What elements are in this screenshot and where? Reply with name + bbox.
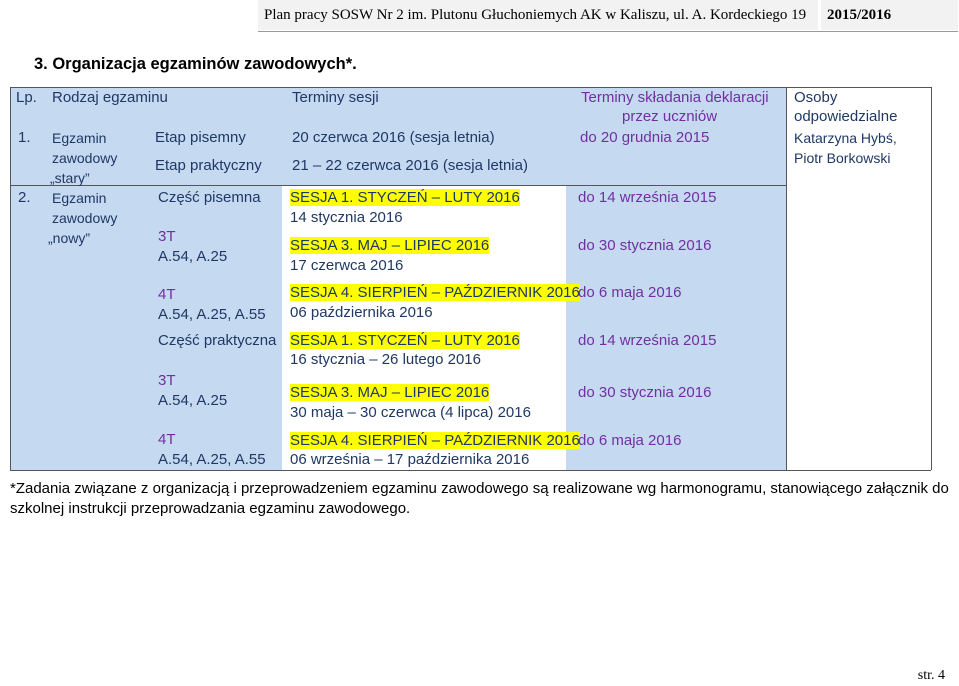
practical-s1-declaration: do 14 września 2015 (578, 332, 717, 349)
table-border-bottom (10, 470, 931, 471)
row2-name-3: „nowy” (48, 230, 91, 246)
practical-g1-code: 3T (158, 372, 176, 389)
written-s2-date: 17 czerwca 2016 (290, 257, 404, 274)
written-s3-date: 06 października 2016 (290, 304, 433, 321)
written-g2-quals: A.54, A.25, A.55 (158, 306, 266, 323)
row1-lp: 1. (18, 129, 31, 146)
header-text: Plan pracy SOSW Nr 2 im. Plutonu Głuchoniemych AK w Kaliszu, ul. A. Kordeckiego 19 (258, 0, 818, 30)
practical-s2-declaration: do 30 stycznia 2016 (578, 384, 712, 401)
table-border-right (931, 87, 932, 470)
persons-1: Katarzyna Hybś, (794, 130, 897, 146)
col-divider (786, 87, 787, 470)
footnote: *Zadania związane z organizacją i przeprowadzeniem egzaminu zawodowego są realizowane wg harmonogramu, stanowiącego załącznik do szkolnej instrukcji przeprowadzania egzaminu zawodowego. (10, 480, 949, 517)
written-s1-label: SESJA 1. STYCZEŃ – LUTY 2016 (290, 189, 520, 206)
page-header (258, 0, 958, 30)
practical-s3-date: 06 września – 17 października 2016 (290, 451, 530, 468)
header-lp: Lp. (16, 89, 37, 106)
row2-name-2: zawodowy (52, 210, 118, 226)
written-s2-label: SESJA 3. MAJ – LIPIEC 2016 (290, 237, 490, 254)
practical-s1-label: SESJA 1. STYCZEŃ – LUTY 2016 (290, 332, 520, 349)
written-g1-quals: A.54, A.25 (158, 248, 228, 265)
row-divider (10, 185, 786, 186)
header-type: Rodzaj egzaminu (52, 89, 168, 106)
row1-practical-stage: Etap praktyczny (155, 157, 262, 174)
row1-name-3: „stary” (50, 170, 90, 186)
row2-decl-bg (566, 185, 786, 470)
header-declarations-2: przez uczniów (622, 108, 718, 125)
written-s1-date: 14 stycznia 2016 (290, 209, 403, 226)
written-g2-code: 4T (158, 286, 176, 303)
practical-g2-quals: A.54, A.25, A.55 (158, 451, 266, 468)
written-part-label: Część pisemna (158, 189, 261, 206)
header-persons-1: Osoby (794, 89, 838, 106)
row1-practical-date: 21 – 22 czerwca 2016 (sesja letnia) (292, 157, 528, 174)
practical-g1-quals: A.54, A.25 (158, 392, 228, 409)
page-number: str. 4 (917, 668, 945, 683)
section-title: 3. Organizacja egzaminów zawodowych*. (34, 55, 357, 73)
header-year: 2015/2016 (818, 0, 958, 30)
header-persons-2: odpowiedzialne (794, 108, 898, 125)
practical-s3-declaration: do 6 maja 2016 (578, 432, 682, 449)
practical-s2-date: 30 maja – 30 czerwca (4 lipca) 2016 (290, 404, 531, 421)
practical-s2-label: SESJA 3. MAJ – LIPIEC 2016 (290, 384, 490, 401)
written-g1-code: 3T (158, 228, 176, 245)
header-declarations-1: Terminy składania deklaracji (581, 89, 769, 106)
persons-2: Piotr Borkowski (794, 150, 891, 166)
row2-lp: 2. (18, 189, 31, 206)
row1-written-stage: Etap pisemny (155, 129, 246, 146)
written-s1-declaration: do 14 września 2015 (578, 189, 717, 206)
practical-s1-date: 16 stycznia – 26 lutego 2016 (290, 351, 481, 368)
table-border-left (10, 87, 11, 470)
row2-name-1: Egzamin (52, 190, 107, 206)
header-sessions: Terminy sesji (292, 89, 379, 106)
written-s3-label: SESJA 4. SIERPIEŃ – PAŹDZIERNIK 2016 (290, 284, 580, 301)
row1-name-2: zawodowy (52, 150, 118, 166)
practical-s3-label: SESJA 4. SIERPIEŃ – PAŹDZIERNIK 2016 (290, 432, 580, 449)
practical-g2-code: 4T (158, 431, 176, 448)
row1-name-1: Egzamin (52, 130, 107, 146)
written-s2-declaration: do 30 stycznia 2016 (578, 237, 712, 254)
row1-written-declaration: do 20 grudnia 2015 (580, 129, 710, 146)
header-divider (258, 31, 958, 32)
written-s3-declaration: do 6 maja 2016 (578, 284, 682, 301)
row1-written-date: 20 czerwca 2016 (sesja letnia) (292, 129, 495, 146)
practical-part-label: Część praktyczna (158, 332, 277, 349)
